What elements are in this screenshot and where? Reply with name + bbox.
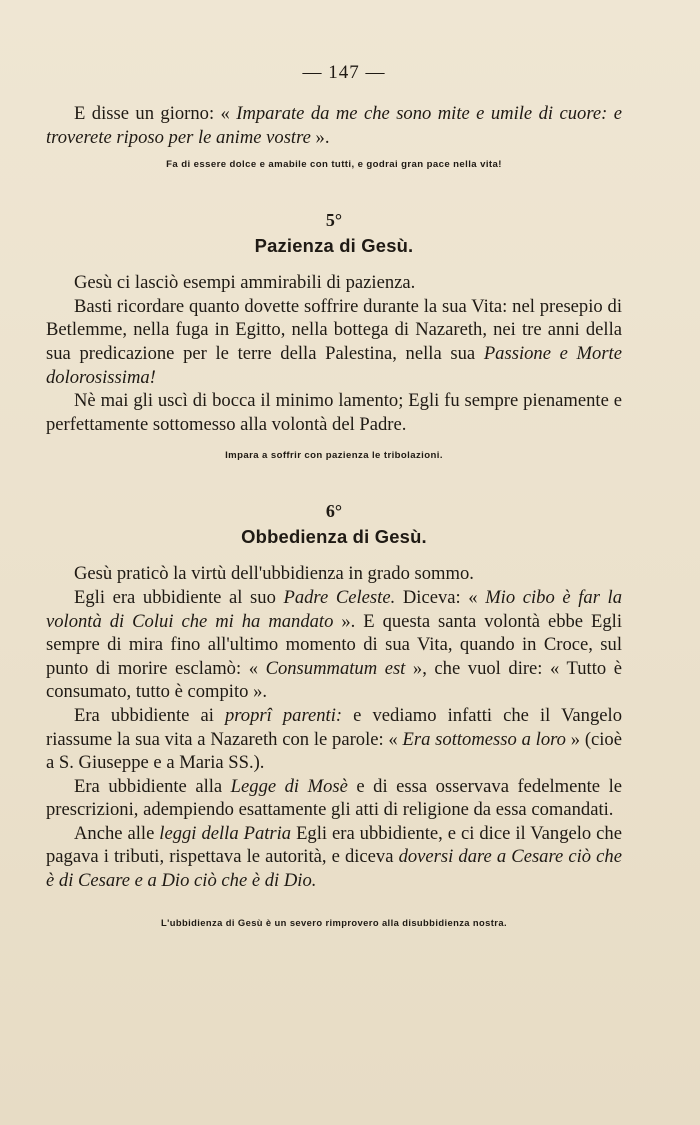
section-paragraph [46, 775, 622, 822]
section-paragraph [46, 704, 622, 775]
text-run: ». [310, 126, 330, 148]
section-number: 6° [325, 501, 343, 522]
text-run: Basti ricordare quanto dovette soffrire durante la sua Vita: nel presepio di Betlemme, nella fuga in Egitto, nella bottega di Nazareth, nei tre anni della sua predicazione per le terre della Palestina, nella sua [46, 295, 622, 364]
text-run: », che vuol dire: « Tutto è consumato, tutto è compito ». [46, 657, 622, 703]
text-run: E disse un giorno: « [74, 103, 237, 124]
text-run: ». E questa santa volontà ebbe Egli sempre di mira fino all'ultimo momento di sua Vita, quando in Croce, sul punto di morire esclamò: « [46, 610, 622, 679]
italic-phrase: leggi della Patria [159, 822, 292, 844]
text-run: Era ubbidiente ai [74, 704, 225, 726]
italic-phrase: Legge di Mosè [230, 775, 348, 797]
italic-phrase: proprî parenti: [224, 704, 343, 726]
text-run: Egli era ubbidiente al suo [74, 586, 284, 608]
section-6 [46, 501, 622, 927]
text-run: Diceva: « [395, 586, 486, 608]
section-paragraph: Nè mai gli uscì di bocca il minimo lamento; Egli fu sempre pienamente e perfettamente sottomesso alla volontà del Padre. [46, 390, 622, 435]
intro-paragraph [46, 102, 622, 149]
section-paragraph [46, 822, 622, 893]
intro-block [46, 102, 622, 170]
intro-motto: Fa di essere dolce e amabile con tutti, e godrai gran pace nella vita! [166, 159, 502, 171]
page-number: — 147 — [302, 62, 386, 83]
section-paragraph: Gesù praticò la virtù dell'ubbidienza in grado sommo. [74, 563, 474, 585]
italic-phrase: Passione e Morte dolorosissima! [46, 342, 622, 388]
text-run: Egli era ubbidiente, e ci dice il Vangelo che pagava i tributi, rispettava le autorità, e diceva [46, 822, 622, 868]
section-motto: L'ubbidienza di Gesù è un severo rimprovero alla disubbidienza nostra. [161, 916, 507, 928]
italic-phrase: Padre Celeste. [283, 586, 396, 608]
section-paragraph [46, 295, 622, 389]
italic-quote: Consummatum est [265, 657, 406, 679]
italic-phrase: doversi dare a Cesare ciò che è di Cesare e a Dio ciò che è di Dio. [46, 846, 622, 892]
text-run: Era ubbidiente alla [74, 775, 231, 797]
section-number: 5° [325, 210, 343, 231]
text-run: e vediamo infatti che il Vangelo riassume la sua vita a Nazareth con le parole: « [46, 704, 622, 750]
section-paragraph [46, 586, 622, 704]
italic-quote: Imparate da me che sono mite e umile di cuore: e troverete riposo per le anime vostre [46, 103, 622, 148]
section-paragraph: Gesù ci lasciò esempi ammirabili di pazienza. [74, 272, 416, 294]
text-run: » (cioè a S. Giuseppe e a Maria SS.). [46, 728, 622, 774]
italic-quote: Era sottomesso a loro [402, 728, 566, 750]
section-title: Obbedienza di Gesù. [241, 526, 427, 548]
text-run: e di essa osservava fedelmente le prescrizioni, adempiendo esattamente gli atti di religione da essa comandati. [46, 775, 622, 821]
section-motto: Impara a soffrir con pazienza le tribolazioni. [225, 450, 443, 462]
section-title: Pazienza di Gesù. [254, 235, 414, 257]
text-run: Anche alle [74, 822, 160, 844]
italic-quote: Mio cibo è far la volontà di Colui che mi ha mandato [46, 586, 623, 632]
section-5 [46, 210, 622, 461]
